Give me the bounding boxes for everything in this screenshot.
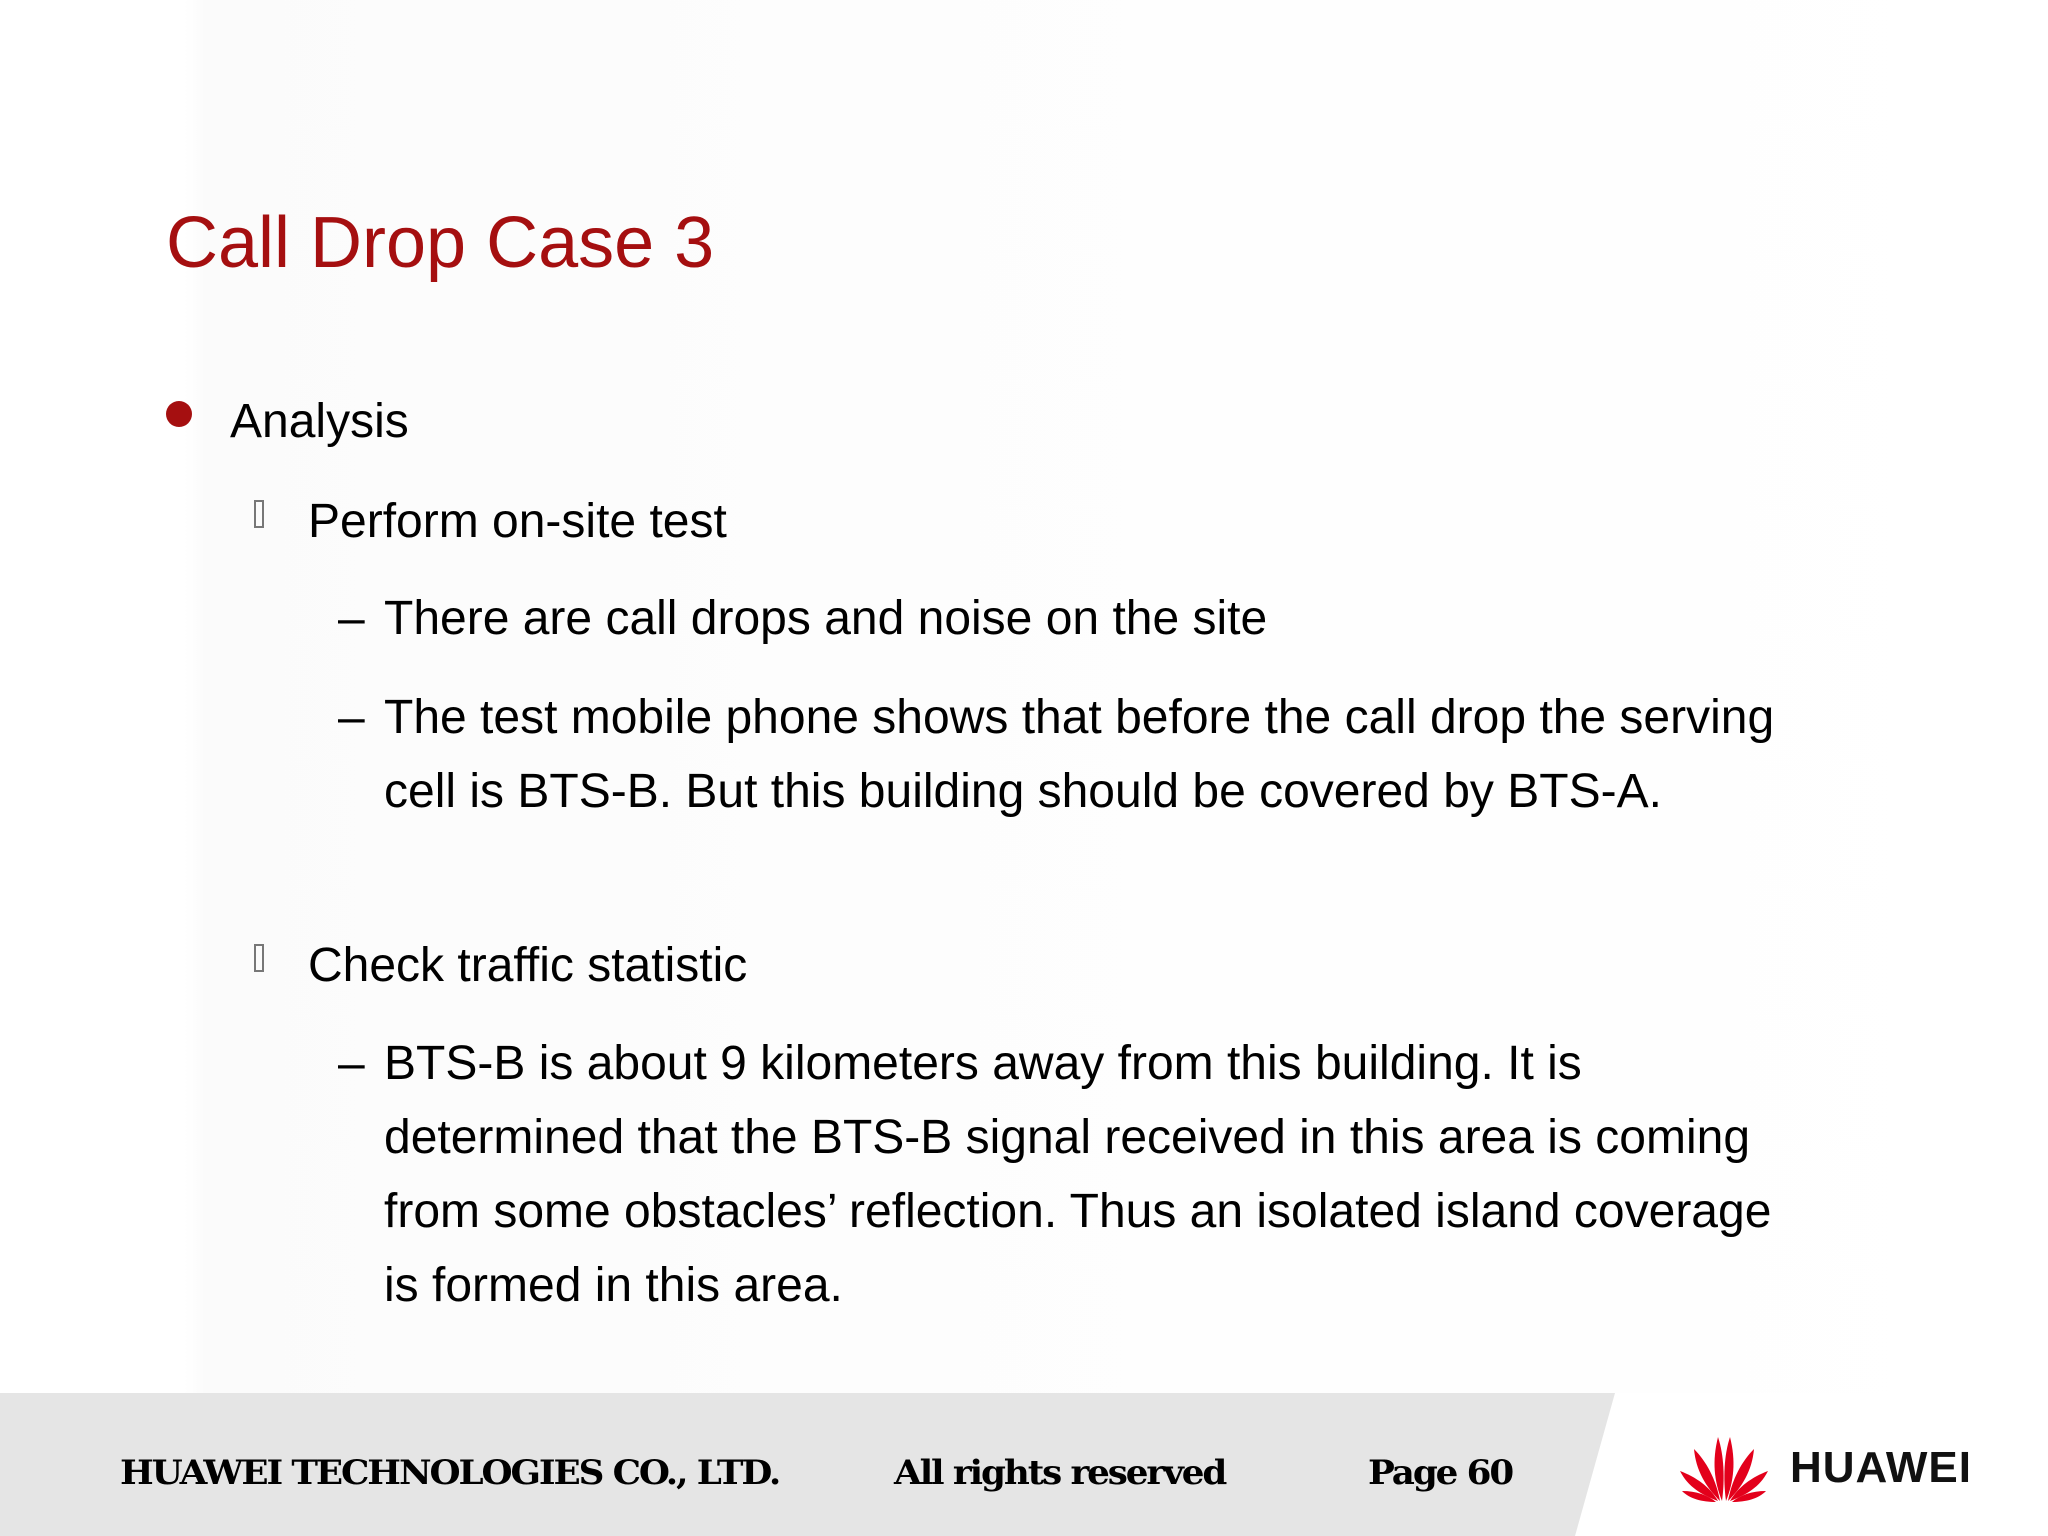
slide-footer: [0, 1393, 2048, 1536]
footer-company: HUAWEI TECHNOLOGIES CO., LTD.: [120, 1453, 780, 1493]
bullet-text: Perform on-site test: [308, 495, 727, 548]
huawei-logo-icon: [1678, 1431, 1770, 1503]
bullet-text: Check traffic statistic: [308, 939, 748, 992]
square-bullet-icon: [254, 500, 264, 528]
huawei-logo-text: HUAWEI: [1790, 1443, 1972, 1492]
dash-bullet-icon: –: [338, 592, 365, 645]
round-bullet-icon: [166, 401, 192, 427]
square-bullet-icon: [254, 944, 264, 972]
bullet-text: The test mobile phone shows that before the call drop the serving cell is BTS-B. But this building should be covered by BTS-A.: [384, 691, 1775, 818]
bullet-text: BTS-B is about 9 kilometers away from this building. It is determined that the BTS-B signal received in this area is coming from some obstacles’ reflection. Thus an isolated island coverage is formed in this area.: [384, 1037, 1772, 1312]
dash-bullet-icon: –: [338, 1037, 365, 1090]
slide-title: Call Drop Case 3: [166, 203, 715, 283]
footer-page-number: Page 60: [1368, 1453, 1513, 1493]
bullet-text: Analysis: [230, 395, 409, 448]
footer-rights: All rights reserved: [894, 1453, 1226, 1493]
bullet-text: There are call drops and noise on the site: [384, 592, 1268, 645]
dash-bullet-icon: –: [338, 691, 365, 744]
